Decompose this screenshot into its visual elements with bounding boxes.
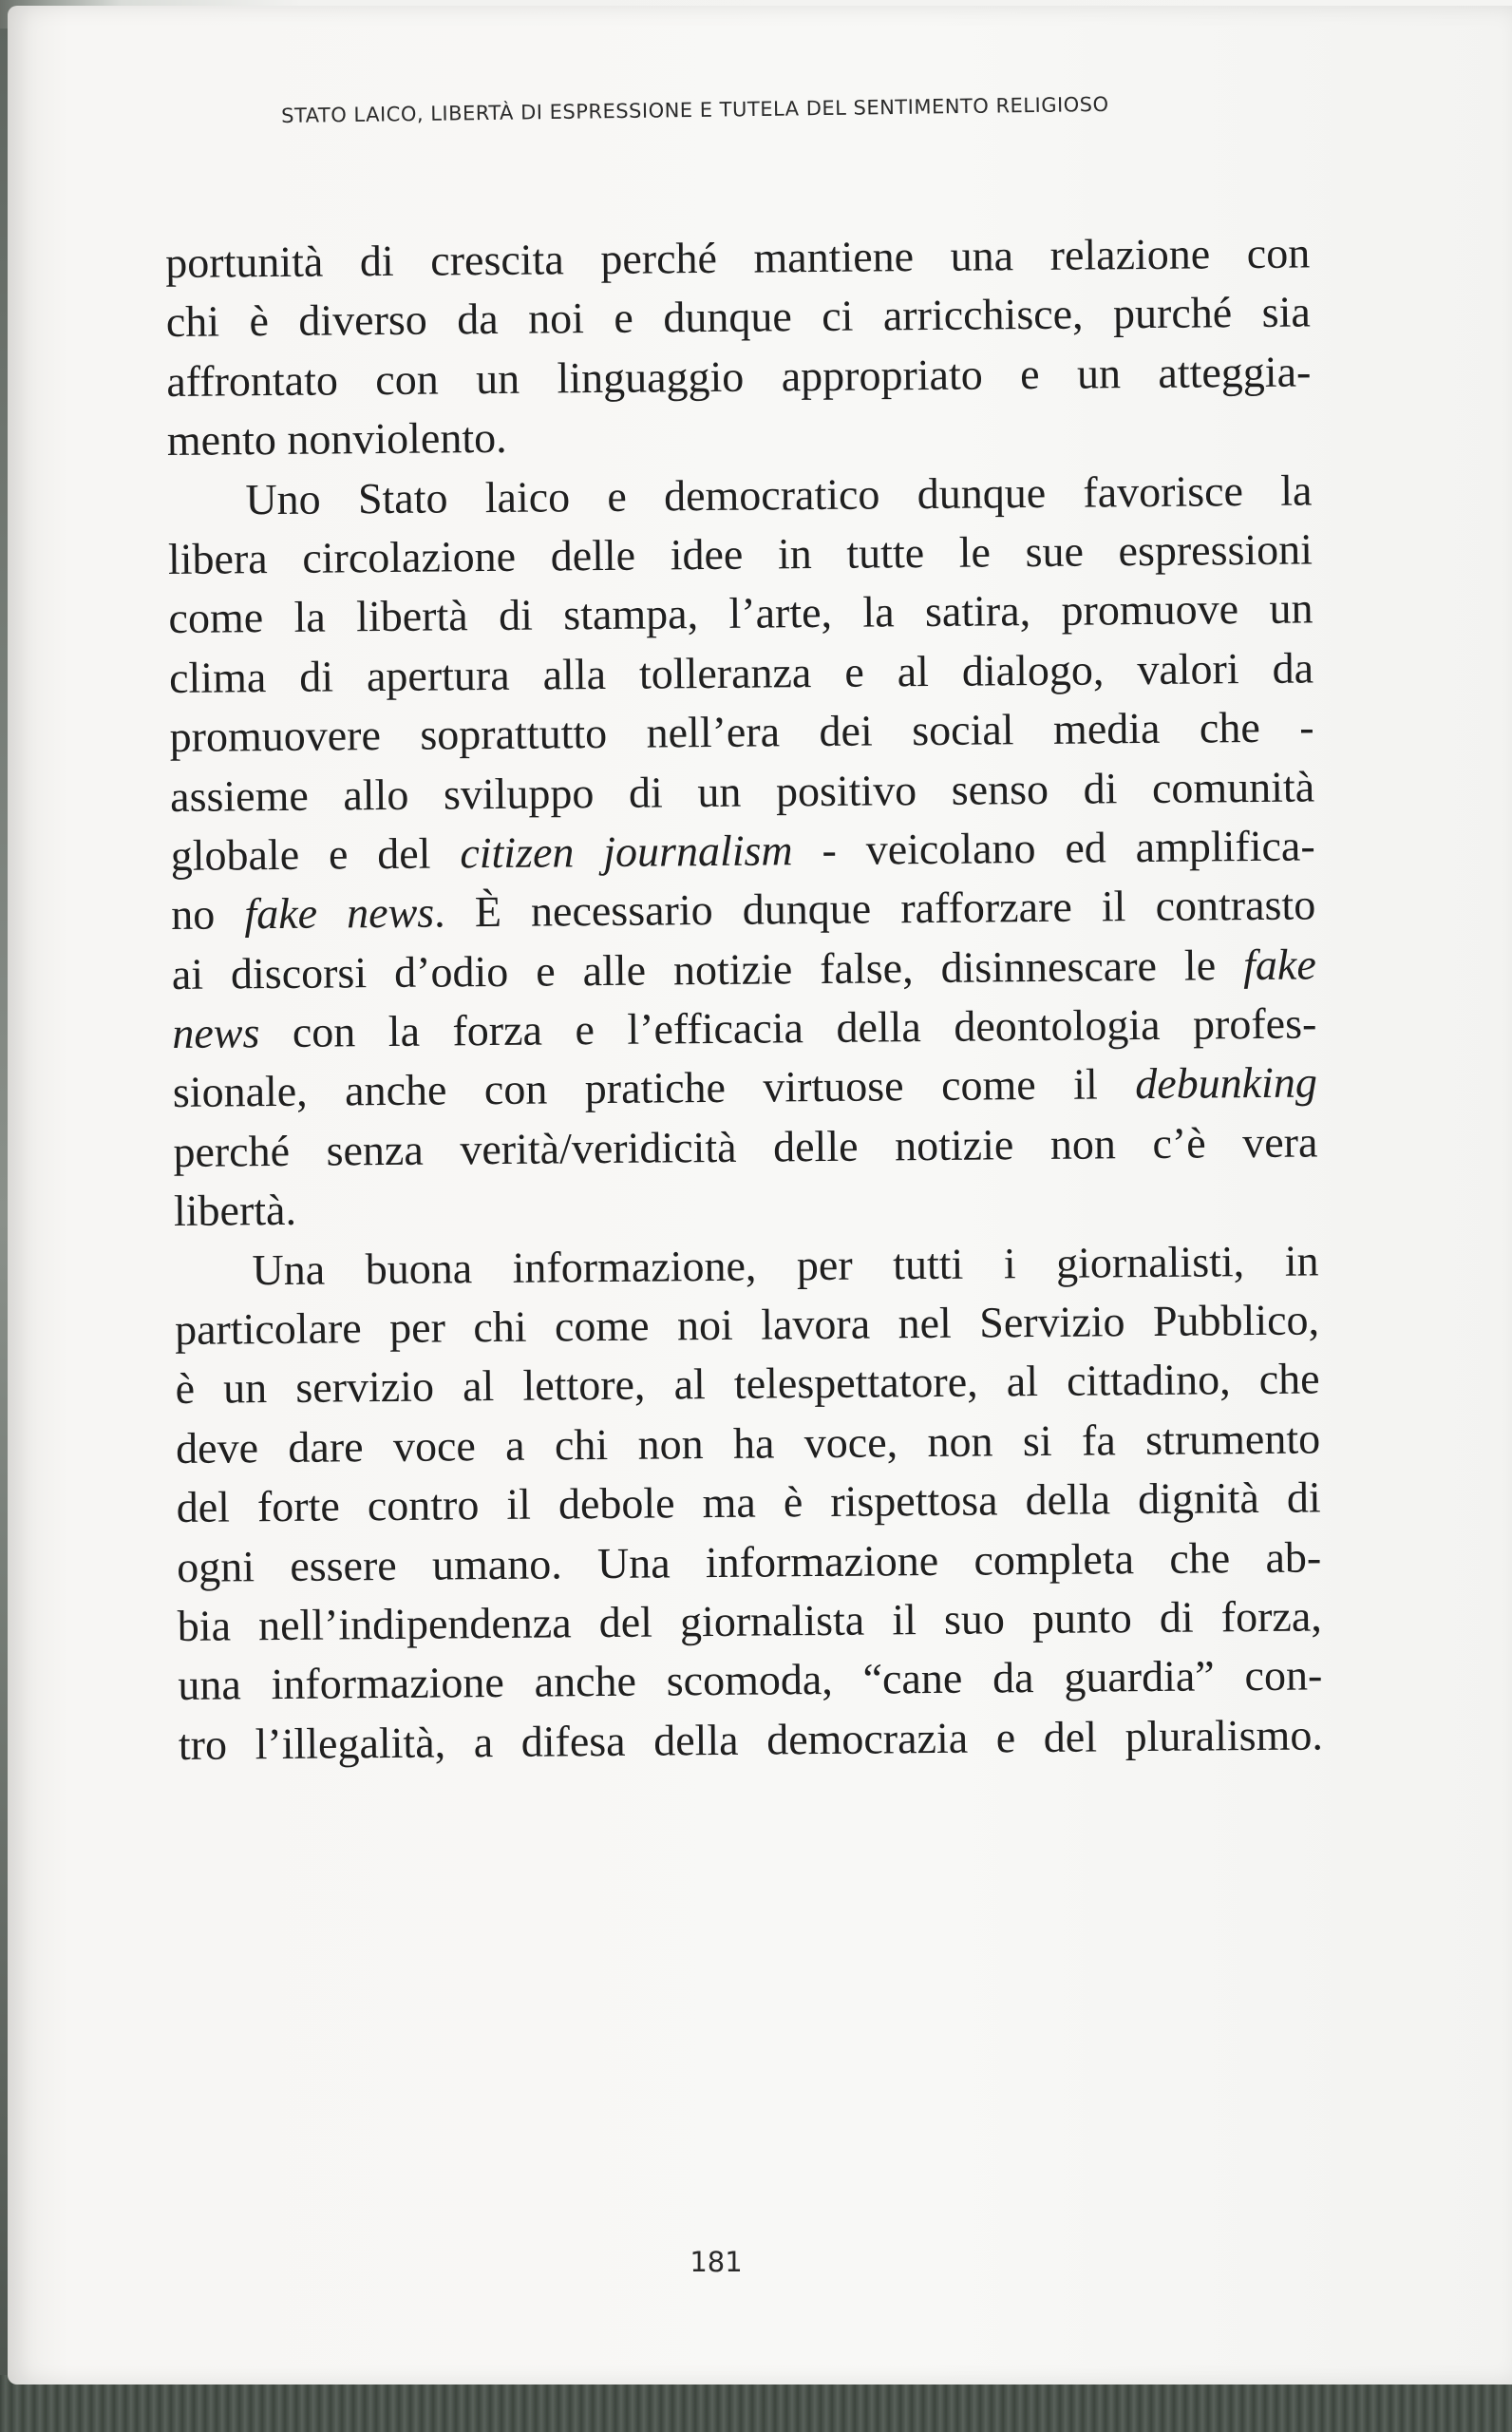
- italic-term: fake: [1242, 940, 1316, 989]
- text-line: affrontato con un linguaggio appropriato e un atteggia-: [166, 347, 1312, 406]
- text-line: Uno Stato laico e democratico dunque favorisce la: [245, 466, 1313, 523]
- text-line: perché senza verità/veridicità delle notizie non c’è vera: [173, 1117, 1318, 1176]
- text-line: ogni essere umano. Una informazione completa che ab-: [177, 1532, 1322, 1591]
- text-line: tro l’illegalità, a difesa della democrazia e del pluralismo.: [178, 1710, 1324, 1769]
- text-line: Una buona informazione, per tutti i giornalisti, in: [252, 1236, 1319, 1294]
- text-line: chi è diverso da noi e dunque ci arricchisce, purché sia: [165, 287, 1311, 347]
- text-line: libera circolazione delle idee in tutte le sue espressioni: [167, 524, 1314, 583]
- text-line: libertà.: [173, 1186, 297, 1236]
- text-line: portunità di crescita perché mantiene una relazione con: [165, 228, 1311, 287]
- italic-term: debunking: [1135, 1057, 1318, 1109]
- text-line: ai discorsi d’odio e alle notizie false, disinnescare le fake: [171, 940, 1316, 998]
- text-line: particolare per chi come noi lavora nel Servizio Pubblico,: [174, 1295, 1320, 1354]
- text-line: globale e del citizen journalism - veicolano ed amplifica-: [170, 821, 1315, 880]
- text-line: clima di apertura alla tolleranza e al dialogo, valori da: [168, 643, 1314, 702]
- text-line: deve dare voce a chi non ha voce, non si fa strumento: [175, 1414, 1321, 1472]
- page-number: 181: [690, 2246, 743, 2278]
- text-line: mento nonviolento.: [166, 413, 507, 466]
- text-line: promuovere soprattutto nell’era dei social media che -: [169, 702, 1314, 762]
- italic-term: fake news: [244, 887, 435, 939]
- text-line: news con la forza e l’efficacia della deontologia profes-: [172, 998, 1317, 1058]
- text-line: sionale, anche con pratiche virtuose come il debunking: [172, 1057, 1318, 1117]
- body-text: [165, 223, 1323, 1775]
- book-page: [8, 6, 1512, 2384]
- text-line: è un servizio al lettore, al telespettatore, al cittadino, che: [175, 1354, 1320, 1414]
- running-head: STATO LAICO, LIBERTÀ DI ESPRESSIONE E TUTELA DEL SENTIMENTO RELIGIOSO: [281, 92, 1109, 127]
- text-line: del forte contro il debole ma è rispettosa della dignità di: [176, 1472, 1321, 1532]
- text-line: no fake news. È necessario dunque rafforzare il contrasto: [171, 880, 1316, 940]
- text-line: come la libertà di stampa, l’arte, la satira, promuove un: [168, 583, 1314, 643]
- text-line: bia nell’indipendenza del giornalista il suo punto di forza,: [177, 1591, 1322, 1650]
- text-line: una informazione anche scomoda, “cane da guardia” con-: [178, 1650, 1323, 1710]
- italic-term: citizen journalism: [460, 826, 793, 878]
- text-line: assieme allo sviluppo di un positivo senso di comunità: [169, 761, 1315, 821]
- italic-term: news: [172, 1008, 260, 1058]
